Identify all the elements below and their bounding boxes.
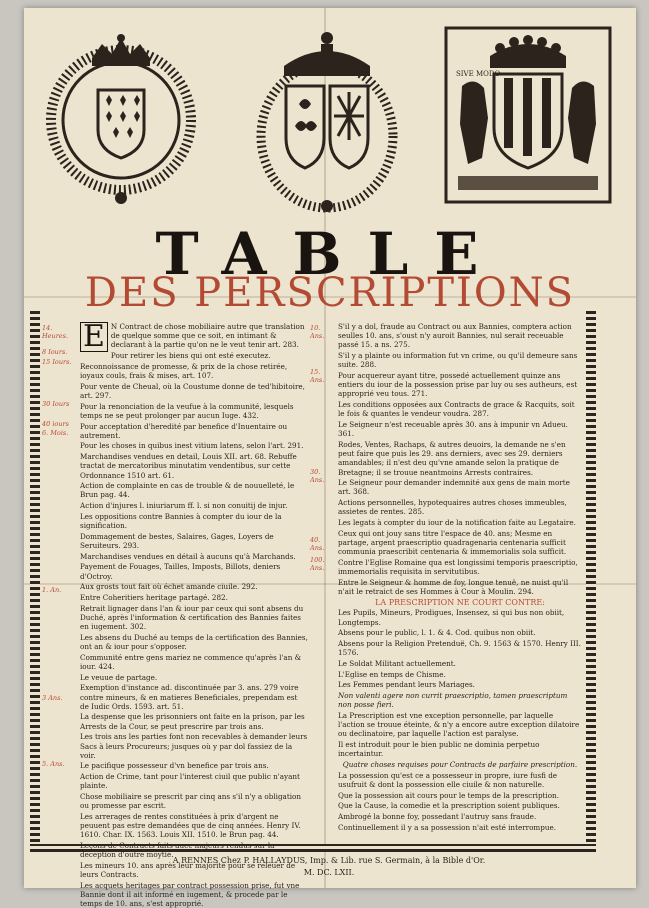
paragraph: Payement de Fouages, Tailles, Imposts, Billots, deniers d'Octroy.	[80, 562, 281, 581]
paragraph: Marchandises vendues en détail à aucuns qu'à Marchands.	[80, 551, 296, 561]
paragraph: Pour la renonciation de la veufue à la communité, lesquels temps ne se peut prolonger par aucun Iuge. 432.	[80, 401, 294, 420]
margin-note: 3 Ans.	[42, 694, 63, 702]
margin-note: 14. Heures.	[42, 324, 69, 340]
paragraph: Les oppositions contre Bannies à compter du iour de la signification.	[80, 511, 282, 531]
paragraph: Pour acceptation d'heredité par benefice d'Inuentaire ou autrement.	[80, 421, 288, 440]
paragraph: Le Seigneur n'est receuable après 30. ans à impunir vn Adueu. 361.	[338, 420, 568, 439]
margin-note: 100. Ans.	[310, 556, 325, 572]
paragraph: Leçons de Contracts faits auec majeurs rendus sur la deception d'outre moytié.	[80, 841, 275, 860]
paragraph: Communité entre gens mariez ne commence qu'après l'an & iour. 424.	[80, 652, 302, 671]
paragraph: Il est introduit pour le bien public ne dominia perpetuo incertaintur.	[338, 740, 540, 759]
paragraph: Continuellement il y a sa possession n'ait esté interrompue.	[338, 822, 556, 832]
paragraph: Absens pour le public, l. 1. & 4. Cod. quibus non obiit.	[338, 628, 536, 638]
margin-note: 30 Iours	[42, 400, 70, 408]
section-heading: LA PRESCRIPTION NE COURT CONTRE:	[375, 597, 545, 607]
document-subtitle: DES PERSCRIPTIONS	[84, 270, 576, 316]
margin-note: 30. Ans.	[310, 468, 325, 484]
paragraph: Actions personnelles, hypotequaires autres choses immeubles, assietes de rentes. 285.	[338, 498, 567, 517]
paragraph: S'il y a plainte ou information fut vn crime, ou qu'il demeure sans suite. 288.	[338, 351, 578, 370]
margin-note: 5. Ans.	[42, 760, 65, 768]
paragraph: Action d'injures l. iniuriarum ff. l. si non conuitij de injur.	[80, 501, 288, 511]
paragraph: Entre le Seigneur & homme de foy, longue tenuë, ne nuist qu'il n'ait le retraict de ses Hommes à Cour à Moulin. 294.	[338, 577, 569, 596]
paragraph: Entre Coheritiers heritage partagé. 282.	[80, 592, 228, 602]
text-column-right	[338, 322, 582, 842]
year-line: M. DC. LXII.	[303, 868, 355, 877]
imprint-line: A RENNES Chez P. HALLAYDUS, Imp. & Lib. rue S. Germain, à la Bible d'Or.	[172, 856, 486, 865]
margin-note: 40. Ans.	[310, 536, 325, 552]
paragraph: Retrait lignager dans l'an & iour par ceux qui sont absens du Duché, après l'information & certification des Bannies faites en iugement. 302.	[80, 603, 304, 632]
paragraph: Pour acquereur ayant titre, possedé actuellement quinze ans entiers du iour de la possession prise par luy ou ses autheurs, est approprié veu tous. 271.	[338, 371, 578, 399]
paragraph: Pour retirer les biens qui ont esté executez.	[110, 351, 271, 361]
paragraph: Le Seigneur pour demander indemnité aux gens de main morte art. 368.	[338, 478, 570, 497]
woodcut-arms	[444, 26, 612, 204]
royal-crest	[246, 26, 408, 222]
paragraph: Chose mobiliaire se prescrit par cinq ans s'il n'y a obligation ou promesse par escrit.	[80, 792, 301, 811]
paragraph: L'Eglise en temps de Chisme.	[338, 669, 446, 679]
paragraph: Absens pour la Religion Pretenduë, Ch. 9. 1563 & 1570. Henry III. 1576.	[338, 639, 581, 658]
paragraph: Non valenti agere non currit praescriptio, tamen praescriptum non posse fieri.	[338, 691, 568, 710]
paragraph: Exemption d'instance ad. discontinuée par 3. ans. 279 voire contre mineurs, & en matieres Beneficiales, prependam est de Iudic Ords. 1593. art. 51.	[80, 683, 299, 711]
paragraph: Les trois ans les parties font non recevables à demander leurs Sacs à leurs Procureurs; jusques où y par dol fassiez de la voir.	[80, 732, 308, 760]
paragraph: Pour les choses in quibus inest vitium latens, selon l'art. 291.	[80, 441, 304, 451]
document-title: TABLE	[155, 220, 505, 288]
paragraph: Marchandises vendues en detail, Louis XII. art. 68. Rebuffe tractat de mercatoribus minutatim vendentibus, sur cette Ordonnance 1510 art. 61.	[80, 452, 297, 480]
paragraph: Les arrerages de rentes constituées à prix d'argent ne peuuent pas estre demandées que de cinq années. Henry IV. 1610. Char. IX. 1563. Louis XII. 1510. le Brun pag. 44.	[80, 811, 301, 840]
paragraph: Rodes, Ventes, Rachaps, & autres deuoirs, la demande ne s'en peut faire que puis les 29. ans derniers, avec ses 29. derniers amandables; il n'est deu qu'vne amande selon la pratique de Bretagne; il se trouue neantmoins Arrests contraires.	[338, 439, 566, 477]
margin-note: 10. Ans.	[310, 324, 325, 340]
margin-note: 15. Ans.	[310, 368, 325, 384]
drop-cap: E	[80, 322, 108, 352]
paragraph: Dommagement de bestes, Salaires, Gages, Loyers de Seruiteurs. 293.	[80, 531, 274, 550]
paragraph: Quatre choses requises pour Contracts de parfaire prescription.	[342, 759, 578, 769]
brittany-crest	[42, 28, 200, 208]
paragraph: Ambrogé la bonne foy, possedant l'autruy sans fraude.	[338, 811, 537, 821]
paragraph: Les Pupils, Mineurs, Prodigues, Insensez, si qui bus non obiit, Longtemps.	[338, 608, 565, 627]
paragraph: Le Soldat Militant actuellement.	[338, 658, 456, 668]
text-column-left	[80, 319, 308, 908]
paragraph: Que la Cause, la comedie et la prescription soient publiques.	[338, 801, 560, 811]
margin-note: 1. An.	[42, 586, 62, 594]
paragraph: Les absens du Duché au temps de la certification des Bannies, ont an & iour pour s'opposer.	[80, 632, 308, 651]
margin-note: 40 iours	[42, 420, 69, 428]
paragraph: Contre l'Eglise Romaine qua est longissimi temporis praescriptio, immemorialis requisita in servitutibus.	[338, 557, 578, 577]
paragraph: La despense que les prisonniers ont faite en la prison, par les Arrests de la Cour, se peut prescrire par trois ans.	[80, 712, 305, 731]
paragraph: La Prescription est vne exception personnelle, par laquelle l'action se trouue éteinte, & n'y a encore autre exception dilatoire ou declinatoire, par laquelle l'action est paralyse.	[338, 710, 580, 739]
paragraph: S'il y a dol, fraude au Contract ou aux Bannies, comptera action seulles 10. ans, s'oust n'y auroit Bannies, nul serait receuable passé 15. a ns. 275.	[338, 322, 572, 350]
paragraph: Les legats à compter du iour de la notification faite au Legataire.	[338, 518, 576, 528]
margin-note: 8 Iours.	[42, 348, 68, 356]
paragraph: Action de complainte en cas de trouble & de nouuelleté, le Brun pag. 44.	[80, 481, 295, 500]
margin-note: 15 Iours.	[42, 358, 72, 366]
paragraph: Reconnoissance de promesse, & prix de la chose retirée, ioyaux couls, frais & mises, art. 107.	[80, 361, 288, 381]
paragraph: Que la possession ait cours pour le temps de la prescription.	[338, 790, 559, 800]
paragraph: Les mineurs 10. ans après leur majorité pour se releuer de leurs Contracts.	[80, 860, 296, 880]
paragraph: Le veuue de partage.	[80, 672, 158, 682]
margin-note: 6. Mois.	[42, 429, 69, 437]
paragraph: Les conditions opposées aux Contracts de grace & Racquits, soit le fois & quantes le vendeur voudra. 287.	[338, 400, 575, 419]
paragraph: Les acquets heritages par contract possession prise, fut vne Bannie dont il ait informé en iugement, & procede par le temps de 10. ans, s'est approprié.	[80, 880, 300, 908]
paragraph: Le pacifique possesseur d'vn benefice par trois ans.	[80, 761, 269, 771]
ornament-border-right	[586, 308, 596, 848]
paragraph: La possession qu'est ce a possesseur in propre, iure fusfi de usufruit & dont la possession elle ciuile & non naturelle.	[338, 770, 558, 789]
motto-label: SIVE MODO	[456, 70, 501, 78]
paragraph: N Contract de chose mobiliaire autre que translation de quelque somme que ce soit, en intimant & declarant à la partie qu'on ne le veut tenir art. 283.	[110, 322, 305, 350]
paragraph: Action de Crime, tant pour l'interest ciuil que public n'ayant plainte.	[80, 772, 300, 791]
ornament-border-left	[30, 308, 40, 848]
paragraph: Aux grosts tout fait où échet amande ciuile. 292.	[80, 582, 258, 592]
paragraph: Pour vente de Cheual, où la Coustume donne de ted'hibitoire, art. 297.	[80, 381, 305, 400]
paragraph: Ceux qui ont jouy sans titre l'espace de 40. ans; Mesme en partage, argent praescriptio quadragenaria centenaria sufficit communia praescribit centenaria & immemorialis sola sufficit.	[338, 528, 567, 557]
document-sheet	[24, 8, 636, 908]
paragraph: Les Femmes pendant leurs Mariages.	[338, 680, 475, 690]
